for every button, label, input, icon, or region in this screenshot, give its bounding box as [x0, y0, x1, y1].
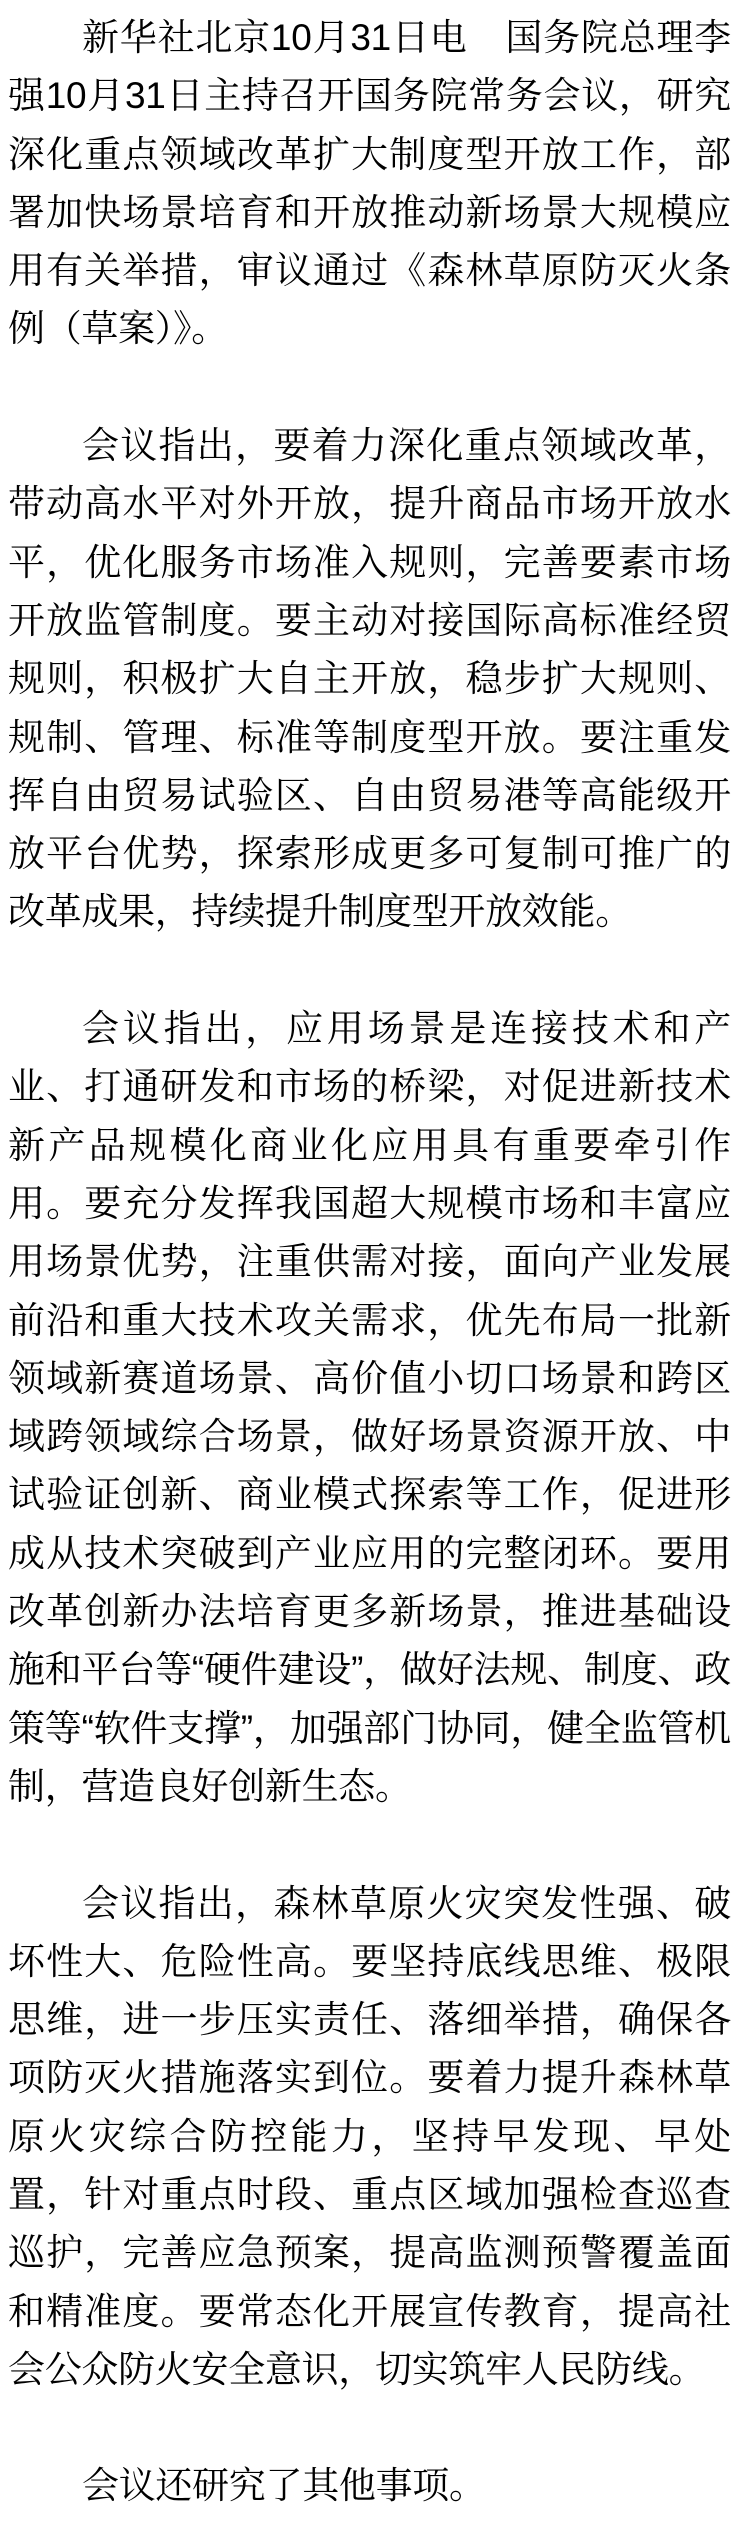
article-paragraph-application-scenarios: 会议指出，应用场景是连接技术和产业、打通研发和市场的桥梁，对促进新技术新产品规模化商业化应用具有重要牵引作用。要充分发挥我国超大规模市场和丰富应用场景优势，注重供需对接，面向产业发展前沿和重大技术攻关需求，优先布局一批新领域新赛道场景、高价值小切口场景和跨区域跨领域综合场景，做好场景资源开放、中试验证创新、商业模式探索等工作，促进形成从技术突破到产业应用的完整闭环。要用改革创新办法培育更多新场景，推进基础设施和平台等“硬件建设”，做好法规、制度、政策等“软件支撑”，加强部门协同，健全监管机制，营造良好创新生态。	[8, 1008, 731, 1807]
article-paragraph-forest-fire: 会议指出，森林草原火灾突发性强、破坏性大、危险性高。要坚持底线思维、极限思维，进一步压实责任、落细举措，确保各项防灭火措施落实到位。要着力提升森林草原火灾综合防控能力，坚持早发现、早处置，针对重点时段、重点区域加强检查巡查巡护，完善应急预案，提高监测预警覆盖面和精准度。要常态化开展宣传教育，提高社会公众防火安全意识，切实筑牢人民防线。	[8, 1882, 731, 2390]
article-paragraph-lead: 新华社北京10月31日电 国务院总理李强10月31日主持召开国务院常务会议，研究深化重点领域改革扩大制度型开放工作，部署加快场景培育和开放推动新场景大规模应用有关举措，审议通过《森林草原防灭火条例（草案）》。	[8, 17, 731, 350]
article-paragraph-other-matters: 会议还研究了其他事项。	[82, 2465, 486, 2507]
article-paragraph-reform-opening: 会议指出，要着力深化重点领域改革，带动高水平对外开放，提升商品市场开放水平，优化服务市场准入规则，完善要素市场开放监管制度。要主动对接国际高标准经贸规则，积极扩大自主开放，稳步扩大规则、规制、管理、标准等制度型开放。要注重发挥自由贸易试验区、自由贸易港等高能级开放平台优势，探索形成更多可复制可推广的改革成果，持续提升制度型开放效能。	[8, 425, 731, 933]
